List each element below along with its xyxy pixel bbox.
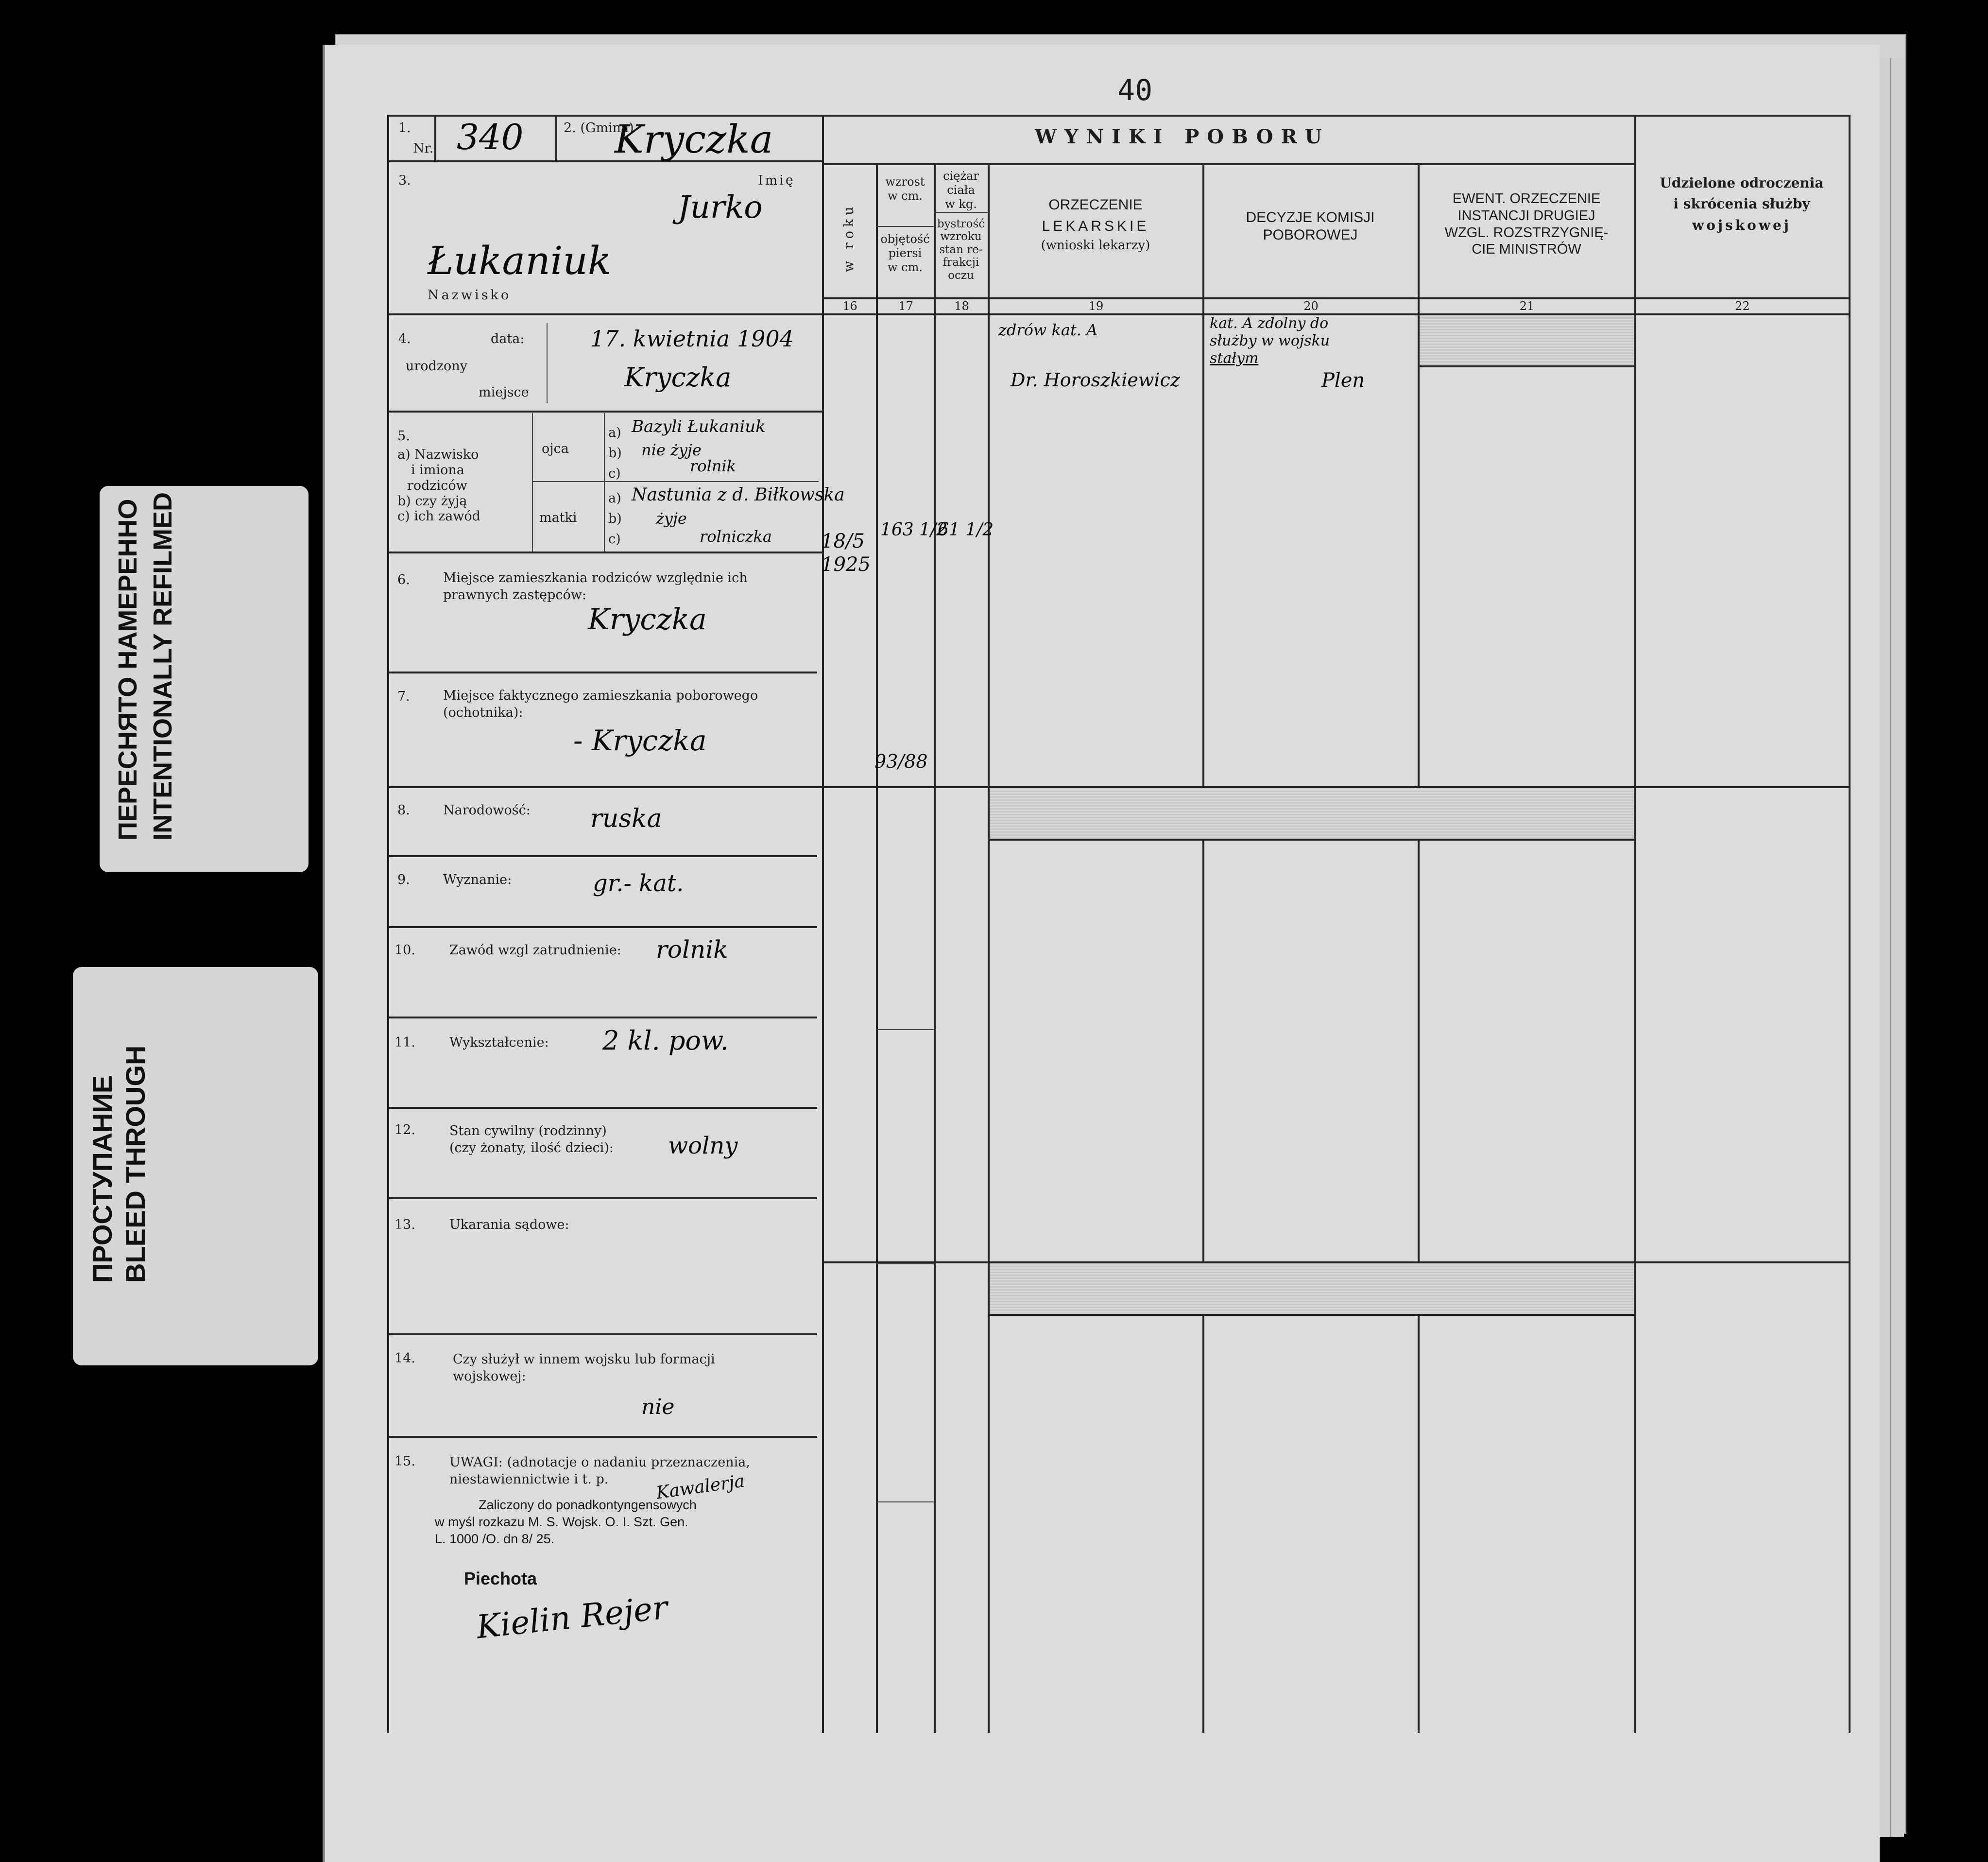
col-divider [988,163,990,1733]
section-rule [387,1017,817,1018]
remarks-label-line: niestawiennictwie i t. p. [449,1472,609,1487]
other-service-label [453,1351,715,1385]
col17-sub-line: objętość [880,232,930,246]
section-rule [387,1333,817,1335]
urodzony-label: urodzony [406,359,467,374]
col19-header-line: ORZECZENIE [1048,197,1143,213]
section-5-label-line: a) Nazwisko [397,447,479,462]
commission-signature: Plen [1321,369,1365,392]
col16-header: w roku [841,203,857,272]
section-13-number: 13. [394,1217,415,1232]
birth-place-value: Kryczka [624,362,732,393]
other-service-value: nie [641,1395,675,1419]
col22-header-line: i skrócenia służby [1673,196,1810,212]
section-6-label-line: prawnych zastępców: [443,587,587,603]
col-number: 20 [1303,299,1319,313]
field-2-label: 2. (Gmina) [564,121,634,136]
section-rule [387,1197,817,1199]
col18-sub-line: wzroku [940,230,982,243]
remarks-handwritten: Kawalerja [655,1471,746,1503]
col22-header-line: wojskowej [1692,217,1791,233]
section-rule [387,552,822,553]
section-5-labels [397,447,480,524]
refilmed-slip-text-en: INTENTIONALLY REFILMED [148,492,177,841]
mother-name: Nastunia z d. Biłkowska [632,485,845,505]
table-top-rule [387,115,1851,117]
abc-label: c) [608,466,621,481]
col-number: 17 [898,299,913,313]
parents-divider [604,413,605,552]
col19-header-line: (wnioski lekarzy) [1041,238,1150,253]
table-divider [822,115,824,1733]
table-divider [1634,115,1636,1733]
col-number: 18 [954,299,969,313]
nr-value: 340 [457,117,524,157]
col21-header-line: WZGL. ROZSTRZYGNIĘ- [1444,224,1609,241]
col21-header-line: EWENT. ORZECZENIE [1452,191,1601,207]
religion-value: gr.- kat. [593,870,684,897]
section-rule [387,672,817,673]
strip-rule [1420,365,1634,367]
actual-residence-value: - Kryczka [573,724,707,757]
col20-header-line: DECYZJE KOMISJI [1246,209,1375,225]
col17-header [878,175,932,203]
col21-header [1420,190,1633,258]
abc-label: a) [608,491,621,506]
bleed-slip-text-ru: ПРОСТУПАНИЕ [87,1075,118,1283]
occupation-value: rolnik [656,935,728,964]
section-10-number: 10. [394,943,415,958]
shaded-strip [1420,317,1633,365]
table-border-right [1849,115,1851,1733]
col-divider [1418,163,1420,1733]
abc-label: b) [608,445,622,461]
col17-mark [876,1263,934,1264]
abc-label: c) [608,531,621,547]
section-5-label-line: c) ich zawód [397,509,480,524]
col18-header-line: ciała [947,183,975,197]
officer-signature: Kielin Rejer [475,1588,669,1646]
medical-verdict: zdrów kat. A [998,321,1098,339]
section-5-number: 5. [397,429,410,444]
nazwisko-value: Łukaniuk [428,238,612,283]
section-5-label-line: b) czy żyją [397,493,467,509]
decision-line: służby w wojsku [1210,332,1330,349]
section-7-label [443,687,758,721]
civil-status-label-line: (czy żonaty, ilość dzieci): [449,1140,614,1156]
header-bottom-rule [387,313,1851,315]
section-9-number: 9. [397,872,410,887]
occupation-label: Zawód wzgl zatrudnienie: [449,943,621,958]
col18-sub-line: oczu [948,269,974,282]
col17-sub-line: piersi [888,246,922,260]
date-brace [547,323,548,403]
matki-label: matki [539,510,577,525]
col21-header-line: INSTANCJI DRUGIEJ [1457,207,1595,224]
ojca-label: ojca [542,441,569,456]
col-divider [876,163,878,1733]
father-alive: nie żyje [641,441,702,459]
nationality-label: Narodowość: [443,803,531,818]
section-5-label-line: rodziców [407,478,467,493]
results-title: WYNIKI POBORU [1035,125,1330,148]
father-name: Bazyli Łukaniuk [632,417,766,436]
imie-value: Jurko [678,190,763,225]
section-6-number: 6. [397,572,410,587]
col17-header-line: w cm. [888,189,923,203]
parents-residence-value: Kryczka [588,603,707,637]
subheader-rule [876,226,934,227]
section-8-number: 8. [397,803,410,818]
nr-box-right [555,115,557,160]
commission-decision [1210,315,1330,367]
col21-header-line: CIE MINISTRÓW [1472,241,1581,258]
civil-status-label [449,1122,614,1156]
data-label: data: [491,331,525,346]
col17-mark [876,1029,934,1030]
section-14-number: 14. [394,1351,415,1366]
col-number: 19 [1088,299,1104,313]
col18-sub-line: stan re- [939,243,983,256]
col-divider [934,163,936,1733]
father-abc [608,423,622,484]
miejsce-label: miejsce [479,385,529,400]
col18-sub-line: bystrość [937,218,985,230]
section-7-label-line: Miejsce faktycznego zamieszkania poborowego [443,688,758,703]
year-value: 18/5 1925 [821,530,871,576]
parents-divider [532,413,533,552]
infantry-stamp: Piechota [464,1569,537,1588]
col-number: 22 [1735,299,1750,313]
section-5-label-line: i imiona [411,462,464,478]
col20-header [1205,209,1416,244]
mother-occupation: rolniczka [700,527,772,546]
decision-line: kat. A zdolny do [1210,315,1329,332]
col18-header-line: ciężar [943,169,979,183]
section-6-label-line: Miejsce zamieszkania rodziców względnie ich [443,570,748,586]
ojca-matki-rule [532,481,819,482]
education-value: 2 kl. pow. [602,1025,729,1056]
section-15-number: 15. [394,1454,415,1469]
height-value: 163 1/2 [880,520,948,540]
civil-status-value: wolny [668,1132,738,1159]
col19-header [991,194,1200,255]
birth-date-value: 17. kwietnia 1904 [590,326,794,352]
imie-label: Imię [758,173,795,188]
col-number: 21 [1519,299,1535,313]
strip-rule [990,839,1634,841]
col17-sub-line: w cm. [888,260,923,274]
section-rule [387,1107,817,1109]
decision-line: stałym [1210,350,1259,367]
field-3-number: 3. [398,173,411,188]
col17-sub-header [878,232,932,274]
gmina-value: Kryczka [615,117,773,162]
other-service-label-line: wojskowej: [453,1369,526,1384]
section-11-number: 11. [394,1035,415,1050]
mother-abc [608,488,622,550]
refilmed-slip-text-ru: ПЕРЕСНЯТО НАМЕРЕННО [113,499,142,841]
section-7-label-line: (ochotnika): [443,705,523,721]
page-number: 40 [1117,73,1153,107]
abc-label: a) [608,425,621,440]
col-number: 16 [842,299,857,313]
results-title-rule [822,163,1636,165]
page-edge [1890,58,1904,1837]
bleed-slip-text-en: BLEED THROUGH [120,1045,151,1283]
col18-header [936,169,986,211]
remarks-label-line: UWAGI: (adnotacje o nadaniu przeznaczenia, [449,1455,750,1470]
religion-label: Wyznanie: [443,872,512,887]
chest-value: 93/88 [874,751,928,772]
col22-header-line: Udzielone odroczenia [1660,175,1824,191]
abc-label: b) [608,511,622,526]
section-rule [387,855,817,857]
shaded-strip [990,1263,1633,1314]
education-label: Wykształcenie: [449,1035,549,1050]
strip-rule [990,1314,1634,1316]
nr-box-left [434,115,436,160]
table-border-left [387,115,389,1733]
field-1-number: 1. [398,121,411,136]
shaded-strip [990,788,1633,839]
section-rule [387,926,817,928]
col19-header-line: LEKARSKIE [1042,218,1149,234]
col22-header [1636,172,1847,236]
col18-sub-header [936,218,986,282]
col18-sub-line: frakcji [943,256,979,269]
col-divider [1202,163,1204,1733]
stamp-line: w myśl rozkazu M. S. Wojsk. O. I. Szt. Gen. [435,1515,688,1530]
field-1-label: Nr. [413,141,434,156]
stamp-line: L. 1000 /O. dn 8/ 25. [435,1532,555,1547]
col17-mark [876,1501,934,1502]
section-12-number: 12. [394,1122,415,1138]
nazwisko-label: Nazwisko [428,288,512,303]
col20-header-line: POBOROWEJ [1263,227,1358,243]
court-penalties-label: Ukarania sądowe: [449,1217,569,1232]
father-occupation: rolnik [690,457,737,475]
section-rule [387,411,822,413]
section-7-number: 7. [397,689,410,704]
section-4-number: 4. [398,331,411,346]
subheader-rule [934,212,988,213]
civil-status-label-line: Stan cywilny (rodzinny) [449,1123,607,1138]
mother-alive: żyje [656,509,687,528]
section-6-label [443,569,748,603]
weight-value: 61 1/2 [938,520,994,540]
assignment-stamp [435,1497,697,1548]
nationality-value: ruska [590,804,662,833]
other-service-label-line: Czy służył w innem wojsku lub formacji [453,1352,715,1367]
section-rule [387,1436,817,1438]
doctor-signature: Dr. Horoszkiewicz [1011,369,1180,391]
col18-header-line: w kg. [945,197,977,211]
stamp-line: Zaliczony do ponadkontyngensowych [479,1498,697,1512]
col17-header-line: wzrost [885,175,925,189]
